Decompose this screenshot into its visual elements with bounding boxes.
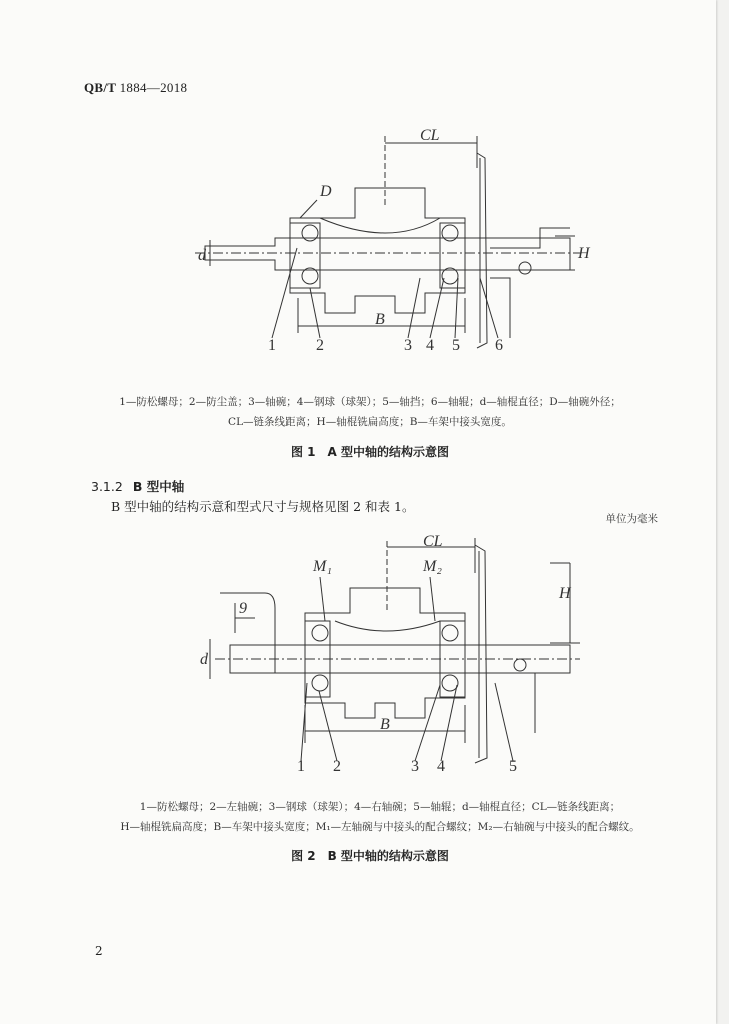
fig2-part-4: 4	[437, 758, 445, 773]
fig1-label-h: H	[578, 245, 590, 262]
standard-code	[84, 80, 187, 96]
fig1-part-6: 6	[495, 337, 503, 353]
fig1-label-b: B	[375, 311, 385, 328]
unit-note: 单位为毫米	[605, 513, 658, 525]
fig2-label-b: B	[380, 716, 390, 733]
fig2-part-3: 3	[411, 758, 419, 773]
figure-2-drawing	[195, 533, 585, 773]
figure-2-legend	[70, 797, 690, 837]
fig2-label-h: H	[559, 585, 571, 602]
fig1-part-1: 1	[268, 337, 276, 353]
fig2-label-m2: M₂	[423, 558, 442, 575]
fig1-label-d-inner: d	[198, 247, 206, 264]
figure-1-legend	[100, 392, 640, 432]
figure-1-legend-line-1: 1—防松螺母；2—防尘盖；3—轴碗；4—钢球（球架）；5—轴挡；6—轴辊；d—轴棍直径；D—轴碗外径；	[119, 396, 621, 408]
figure-1-drawing	[180, 128, 600, 353]
figure-1-title: 图 1 A 型中轴的结构示意图	[291, 445, 449, 459]
section-title: B 型中轴	[132, 479, 185, 494]
fig2-part-5: 5	[509, 758, 517, 773]
body-paragraph: B 型中轴的结构示意和型式尺寸与规格见图 2 和表 1。	[111, 499, 415, 514]
fig2-label-d-inner: d	[200, 651, 208, 668]
fig1-part-2: 2	[316, 337, 324, 353]
page-number: 2	[95, 944, 103, 958]
fig2-label-cl: CL	[423, 533, 443, 550]
fig2-label-nine: 9	[239, 600, 247, 617]
fig1-part-4: 4	[426, 337, 434, 353]
fig1-label-cl: CL	[420, 128, 440, 144]
fig1-label-d-outer: D	[320, 183, 332, 200]
figure-2-legend-line-1: 1—防松螺母；2—左轴碗；3—钢球（球架）；4—右轴碗；5—轴辊；d—轴棍直径；CL—链条线距离；	[139, 801, 621, 813]
fig1-part-3: 3	[404, 337, 412, 353]
fig2-label-m1: M₁	[313, 558, 332, 575]
fig2-part-2: 2	[333, 758, 341, 773]
standard-prefix: QB/T	[84, 80, 117, 95]
fig1-part-5: 5	[452, 337, 460, 353]
figure-1-legend-line-2: CL—链条线距离；H—轴棍铣扁高度；B—车架中接头宽度。	[228, 416, 512, 428]
section-heading	[91, 477, 184, 495]
fig2-part-1: 1	[297, 758, 305, 773]
section-number: 3.1.2	[91, 479, 123, 494]
standard-number: 1884—2018	[119, 80, 188, 95]
figure-2-title: 图 2 B 型中轴的结构示意图	[291, 849, 449, 863]
figure-2-legend-line-2: H—轴棍铣扁高度；B—车架中接头宽度；M₁—左轴碗与中接头的配合螺纹；M₂—右轴碗与中接头的配合螺纹。	[120, 821, 640, 833]
